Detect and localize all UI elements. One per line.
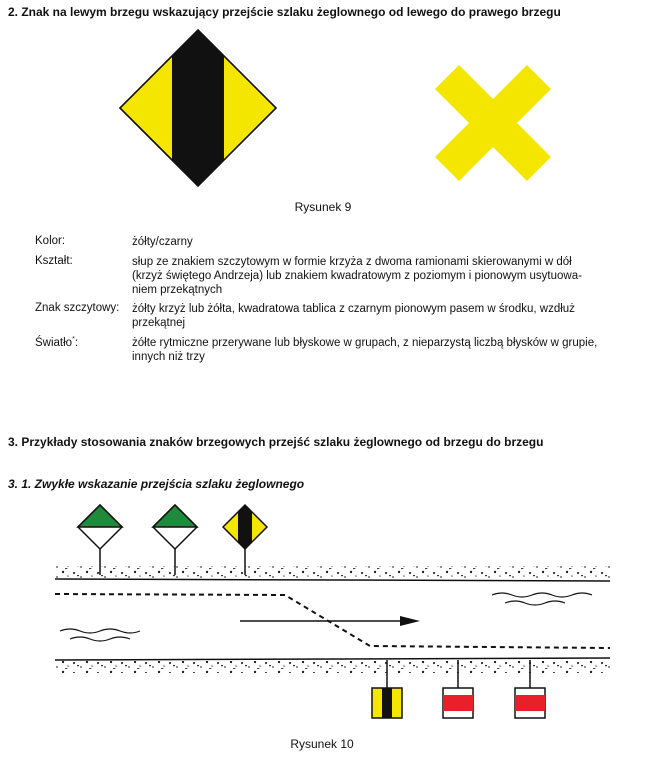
definition-desc-topmark: żółty krzyż lub żółta, kwadratowa tablica z czarnym pionowym pasem w środku, wzdłuż przekątnej [132,303,575,329]
river-crossing-diagram [0,500,646,730]
figure-9-caption: Rysunek 9 [294,200,352,214]
definition-term-color: Kolor: [35,235,66,247]
definition-desc-color: żółty/czarny [132,236,193,248]
water-wave-icon [60,593,592,641]
top-bank-gravel [55,566,610,578]
definition-term-light: Światło*: [35,336,79,349]
green-diamond-sign-icon [78,505,122,575]
definition-term-topmark: Znak szczytowy: [35,302,120,314]
bottom-bank-line [55,658,610,660]
yellow-diamond-sign-icon [120,30,280,190]
section-3-heading: 3. Przykłady stosowania znaków brzegowych przejść szlaku żeglownego od brzegu do brzegu [8,435,544,449]
bottom-bank-gravel [55,661,610,673]
definition-term-shape: Kształt: [35,255,73,267]
top-bank-line [55,579,610,581]
definition-desc-shape: słup ze znakiem szczytowym w formie krzyża z dwoma ramionami skierowanymi w dół (krzyż świętego Andrzeja) lub znakiem kwadratowym z poziomym i pionowym usytuowa- niem przekątnych [132,256,582,296]
green-diamond-sign-icon [153,505,197,575]
section-3-1-subheading: 3. 1. Zwykłe wskazanie przejścia szlaku żeglownego [8,477,305,491]
yellow-diamond-small-sign-icon [223,500,267,575]
definition-desc-light: żółte rytmiczne przerywane lub błyskowe w grupach, z nieparzystą liczbą błysków w grupie, innych niż trzy [132,337,598,363]
section-2-heading: 2. Znak na lewym brzegu wskazujący przejście szlaku żeglownego od lewego do prawego brzegu [8,5,561,19]
direction-arrow-head [400,616,420,626]
yellow-cross-sign-icon [430,60,560,190]
figure-10-caption: Rysunek 10 [290,737,354,751]
